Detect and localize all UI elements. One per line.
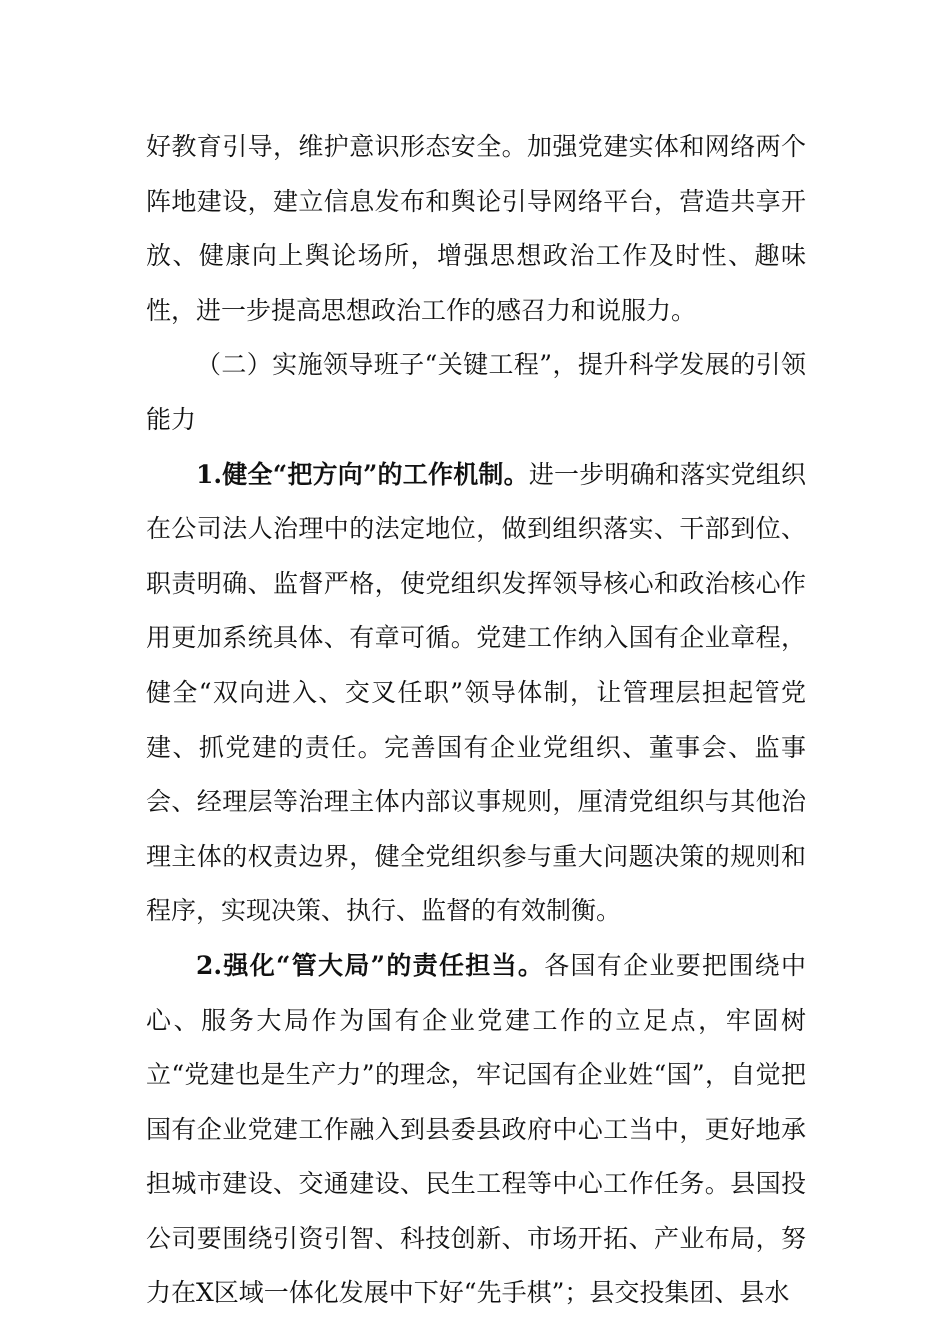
paragraph-item-2-text: 各国有企业要把围绕中心、服务大局作为国有企业党建工作的立足点，牢固树立“党建也是生产力”的理念，牢记国有企业姓“国”，自觉把国有企业党建工作融入到县委县政府中心工当中，更好地承担城市建设、交通建设、民生工程等中心工作任务。县国投公司要围绕引资引智、科技创新、市场开拓、产业布局，努力在X区域一体化发展中下好“先手棋”；县交投集团、县水 bbox=[146, 950, 806, 1308]
section-heading-text: （二）实施领导班子“关键工程”，提升科学发展的引领能力 bbox=[146, 350, 806, 434]
paragraph-item-1 bbox=[146, 448, 806, 939]
paragraph-item-2-heading: 2.强化“管大局”的责任担当。 bbox=[196, 950, 545, 980]
paragraph-item-2 bbox=[146, 939, 806, 1321]
paragraph-continuation bbox=[146, 120, 806, 338]
paragraph-text: 好教育引导，维护意识形态安全。加强党建实体和网络两个阵地建设，建立信息发布和舆论引导网络平台，营造共享开放、健康向上舆论场所，增强思想政治工作及时性、趣味性，进一步提高思想政治工作的感召力和说服力。 bbox=[146, 132, 806, 325]
section-heading bbox=[146, 338, 806, 447]
document-body bbox=[146, 120, 806, 1321]
paragraph-item-1-text: 进一步明确和落实党组织在公司法人治理中的法定地位，做到组织落实、干部到位、职责明确、监督严格，使党组织发挥领导核心和政治核心作用更加系统具体、有章可循。党建工作纳入国有企业章程，健全“双向进入、交叉任职”领导体制，让管理层担起管党建、抓党建的责任。完善国有企业党组织、董事会、监事会、经理层等治理主体内部议事规则，厘清党组织与其他治理主体的权责边界，健全党组织参与重大问题决策的规则和程序，实现决策、执行、监督的有效制衡。 bbox=[146, 459, 806, 926]
paragraph-item-1-heading: 1.健全“把方向”的工作机制。 bbox=[196, 459, 529, 489]
